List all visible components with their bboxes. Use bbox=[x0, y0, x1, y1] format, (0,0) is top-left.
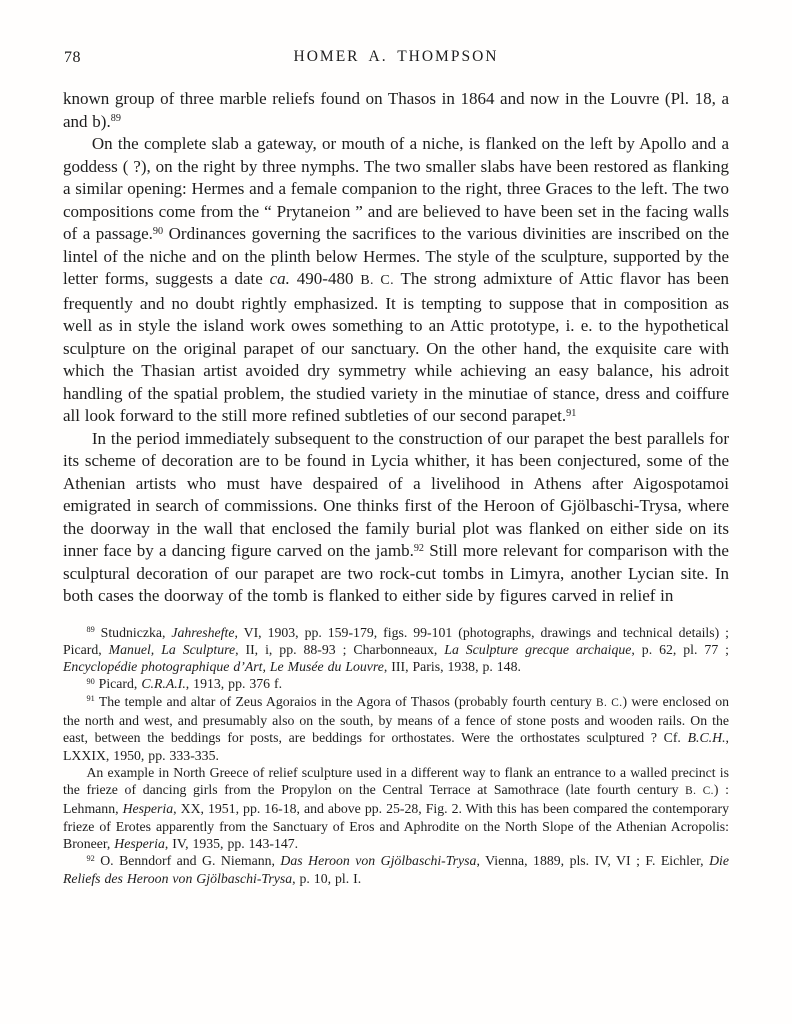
text-run: Jahreshefte bbox=[171, 624, 235, 640]
text-run: ) were enclosed on the north and west, and presumably also on the south, by means of a fence of stone posts and wooden rails. On the east, between the beddings for posts, are beddings for orthostates. Were the orthostates sculptured ? Cf. bbox=[63, 693, 729, 746]
text-run: known group of three marble reliefs found on Thasos in 1864 and now in the Louvre (Pl. 18, a and b). bbox=[63, 89, 729, 131]
footnote-marker: 89 bbox=[86, 625, 95, 635]
footnote bbox=[63, 675, 729, 692]
body-text bbox=[63, 88, 729, 608]
text-run: In the period immediately subsequent to the construction of our parapet the best parallels for its scheme of decoration are to be found in Lycia whither, it has been conjectured, some of the Athenian artists who must have despaired of a livelihood in Athens after Aigospotamoi emigrated in search of commissions. One thinks first of the Heroon of Gjölbaschi-Trysa, where the doorway in the wall that enclosed the family burial plot was flanked on either side on its inner face by a dancing figure carved on the jamb. bbox=[63, 428, 729, 560]
footnote-marker: 90 bbox=[152, 225, 164, 237]
page-number: 78 bbox=[64, 49, 81, 66]
footnote-marker: 90 bbox=[86, 677, 95, 687]
text-run: , III, Paris, 1938, p. 148. bbox=[383, 659, 521, 675]
footnote-marker: 91 bbox=[86, 694, 95, 704]
text-run: , VI, 1903, pp. 159-179, figs. 99-101 (photographs, drawings and technical details) ; Picard, bbox=[63, 624, 729, 657]
text-run: An example in North Greece of relief sculpture used in a different way to flank an entrance to a walled precinct is the frieze of dancing girls from the Propylon on the Central Terrace at Samothrace (late fourth century bbox=[63, 764, 729, 798]
text-run: ) : Lehmann, bbox=[63, 782, 729, 817]
text-run: Das Heroon von Gjölbaschi-Trysa bbox=[280, 853, 477, 869]
text-run: B. C. bbox=[596, 696, 623, 709]
text-run: B.C.H. bbox=[687, 730, 726, 746]
text-run: Studniczka, bbox=[94, 624, 172, 640]
text-run: C.R.A.I. bbox=[141, 676, 186, 692]
text-run: Hesperia bbox=[122, 801, 174, 817]
footnote-marker: 91 bbox=[566, 407, 577, 419]
footnotes bbox=[63, 624, 729, 887]
text-run: Manuel, La Sculpture bbox=[108, 641, 236, 657]
footnote bbox=[63, 624, 729, 676]
text-run: Hesperia bbox=[114, 836, 165, 852]
page-header bbox=[63, 48, 729, 68]
text-run: O. Benndorf and G. Niemann, bbox=[94, 853, 281, 869]
text-run: B. C. bbox=[360, 273, 394, 288]
text-run: , LXXIX, 1950, pp. 333-335. bbox=[63, 730, 729, 763]
text-run: , IV, 1935, pp. 143-147. bbox=[164, 836, 299, 852]
text-run: , Vienna, 1889, pls. IV, VI ; F. Eichler, bbox=[476, 853, 710, 869]
body-paragraph bbox=[63, 428, 729, 608]
text-run: The strong admixture of Attic flavor has been frequently and no doubt rightly emphasized. It is tempting to suppose that in composition as well as in style the island work owes something to an Attic prototype, i. e. to the hypothetical sculpture on the original parapet of our sanctuary. On the other hand, the exquisite care with which the Thasian artist avoided dry symmetry while achieving an easy balance, his adroit handling of the spatial problem, the studied variety in the minutiae of stance, dress and coiffure all look forward to the still more refined subtleties of our second parapet. bbox=[63, 269, 729, 425]
text-run: ca. bbox=[269, 269, 290, 288]
text-run: , XX, 1951, pp. 16-18, and above pp. 25-28, Fig. 2. With this has been compared the contemporary frieze of Erotes apparently from the Sanctuary of Eros and Aphrodite on the North Slope of the Athenian Acropolis: Broneer, bbox=[63, 801, 729, 852]
text-run: Picard, bbox=[94, 676, 142, 692]
footnote bbox=[63, 693, 729, 764]
text-run: On the complete slab a gateway, or mouth of a niche, is flanked on the left by Apollo and a goddess ( ?), on the right by three nymphs. The two smaller slabs have been restored as flanking a similar opening: Hermes and a female companion to the right, three Graces to the left. The two compositions come from the “ Prytaneion ” and are believed to have been set in the facing walls of a passage. bbox=[63, 134, 729, 243]
text-run: Die Reliefs des Heroon von Gjölbaschi-Trysa bbox=[63, 853, 729, 886]
body-paragraph bbox=[63, 88, 729, 133]
text-run: , p. 10, pl. I. bbox=[292, 870, 362, 886]
footnote bbox=[63, 852, 729, 887]
text-run: , 1913, pp. 376 f. bbox=[185, 676, 283, 692]
running-title: HOMER A. THOMPSON bbox=[293, 48, 499, 65]
text-run: La Sculpture grecque archaique bbox=[444, 641, 632, 657]
text-run: Ordinances governing the sacrifices to the various divinities are inscribed on the lintel of the niche and on the plinth below Hermes. The style of the sculpture, supported by the letter forms, suggests a date bbox=[63, 224, 729, 288]
text-run: Still more relevant for comparison with the sculptural decoration of our parapet are two rock-cut tombs in Limyra, another Lycian site. In both cases the doorway of the tomb is flanked to either side by figures carved in relief in bbox=[63, 541, 729, 605]
text-run: B. C. bbox=[685, 785, 714, 798]
footnote-marker: 92 bbox=[86, 854, 95, 864]
footnote-marker: 89 bbox=[110, 113, 121, 125]
text-run: , p. 62, pl. 77 ; bbox=[631, 641, 729, 657]
text-run: 490-480 bbox=[289, 269, 361, 288]
text-run: The temple and altar of Zeus Agoraios in the Agora of Thasos (probably fourth century bbox=[94, 693, 597, 709]
body-paragraph bbox=[63, 133, 729, 428]
text-run: , II, i, pp. 88-93 ; Charbonneaux, bbox=[235, 641, 445, 657]
text-run: Encyclopédie photographique d’Art, Le Musée du Louvre bbox=[63, 659, 384, 675]
footnote-marker: 92 bbox=[413, 542, 425, 554]
footnote bbox=[63, 764, 729, 852]
